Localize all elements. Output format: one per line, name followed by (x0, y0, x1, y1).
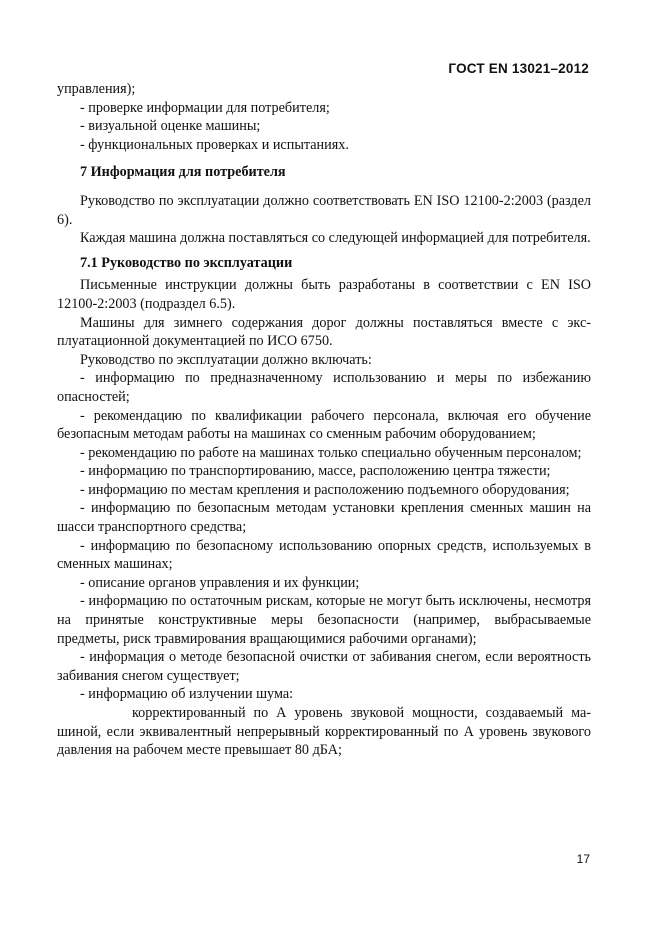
list-item: - информация о методе безопасной очистки от забивания снегом, если вероятность забивания снегом существует; (57, 649, 591, 684)
list-item: - информацию об излучении шума: (80, 686, 294, 703)
list-item: - информацию по местам крепления и расположению подъемного оборудования; (80, 481, 570, 498)
list-item: - информацию по остаточным рискам, которые не могут быть исключены, несмотря на принятые конструктивные меры безопасности (например, выбрасываемые предметы, риск травмирования вращающимися рабочими органами); (57, 593, 591, 647)
noise-detail-paragraph: корректированный по А уровень звуковой мощности, создаваемый машиной, если эквивалентный непрерывный корректированный по А уровень звукового давления на рабочем месте превышает 80 дБА; (57, 705, 591, 759)
section-heading-7-1: 7.1 Руководство по эксплуатации (80, 254, 293, 271)
list-item: - визуальной оценке машины; (80, 118, 261, 135)
list-item: - функциональных проверках и испытаниях. (80, 136, 349, 153)
document-body (57, 80, 591, 760)
list-item: - описание органов управления и их функции; (80, 574, 360, 591)
list-item: - информацию по безопасным методам установки крепления сменных машин на шасси транспортного средства; (57, 500, 591, 536)
document-standard-header: ГОСТ EN 13021–2012 (448, 61, 589, 76)
list-item: - рекомендацию по работе на машинах только специально обученным персоналом; (80, 444, 582, 461)
list-item: - проверке информации для потребителя; (80, 99, 330, 116)
list-item: - рекомендацию по квалификации рабочего персонала, включая его обучение безопасным методам работы на машинах со сменным рабочим оборудованием; (57, 407, 591, 443)
paragraph: Письменные инструкции должны быть разработаны в соответствии с EN ISO 12100-2:2003 (подраздел 6.5). (57, 277, 591, 312)
list-item: - информацию по безопасному использованию опорных средств, используемых в сменных машинах; (57, 537, 591, 573)
list-item: - информацию по транспортированию, массе, расположению центра тяжести; (80, 463, 551, 480)
list-item: - информацию по предназначенному использованию и меры по избежанию опасностей; (57, 370, 591, 405)
continuation-text: управления); (57, 81, 136, 97)
section-heading-7: 7 Информация для потребителя (80, 164, 286, 181)
page-number: 17 (576, 852, 590, 866)
paragraph: Машины для зимнего содержания дорог должны поставляться вместе с эксплуатационной документацией по ИСО 6750. (57, 314, 591, 350)
paragraph: Каждая машина должна поставляться со следующей информацией для потребителя. (80, 230, 591, 247)
paragraph: Руководство по эксплуатации должно соответствовать EN ISO 12100-2:2003 (раздел 6). (57, 192, 591, 228)
paragraph: Руководство по эксплуатации должно включать: (80, 351, 372, 368)
